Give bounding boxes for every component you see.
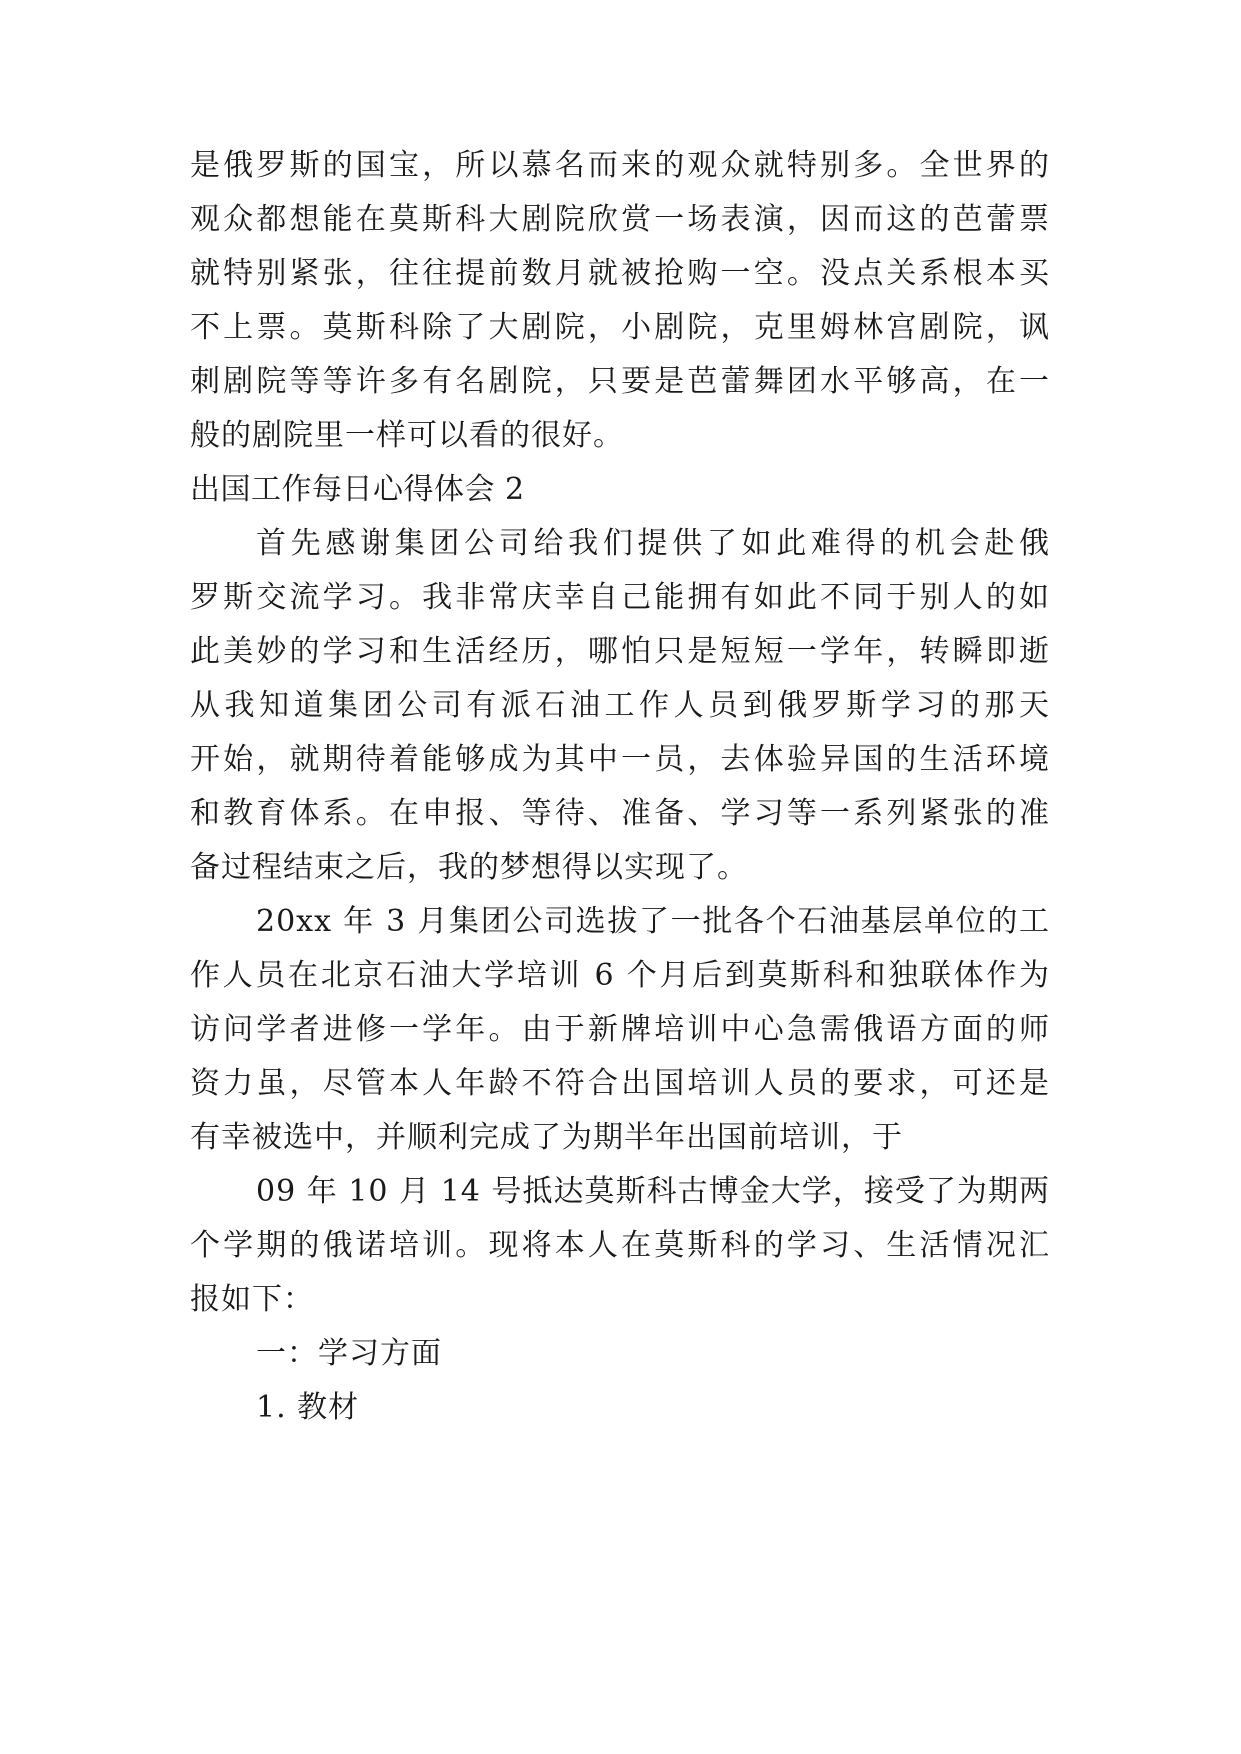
body-text-line: 此美妙的学习和生活经历，哪怕只是短短一学年，转瞬即逝 (190, 634, 1050, 669)
body-text-line: 个学期的俄诺培训。现将本人在莫斯科的学习、生活情况汇 (190, 1228, 1050, 1263)
body-text-line: 备过程结束之后，我的梦想得以实现了。 (190, 850, 748, 885)
body-text-line: 般的剧院里一样可以看的很好。 (190, 418, 624, 453)
body-text-line: 09 年 10 月 14 号抵达莫斯科古博金大学，接受了为期两 (256, 1174, 1050, 1209)
list-item-heading: 1. 教材 (256, 1390, 360, 1425)
body-text-line: 不上票。莫斯科除了大剧院，小剧院，克里姆林宫剧院，讽 (190, 310, 1050, 345)
body-text-line: 首先感谢集团公司给我们提供了如此难得的机会赴俄 (256, 526, 1050, 561)
body-text-line: 就特别紧张，往往提前数月就被抢购一空。没点关系根本买 (190, 256, 1050, 291)
body-text-line: 20xx 年 3 月集团公司选拔了一批各个石油基层单位的工 (256, 904, 1050, 939)
body-text-line: 资力虽，尽管本人年龄不符合出国培训人员的要求，可还是 (190, 1066, 1050, 1101)
body-text-line: 有幸被选中，并顺利完成了为期半年出国前培训，于 (190, 1120, 903, 1155)
body-text-line: 作人员在北京石油大学培训 6 个月后到莫斯科和独联体作为 (190, 958, 1050, 993)
section-heading: 出国工作每日心得体会 2 (190, 472, 525, 507)
body-text-line: 观众都想能在莫斯科大剧院欣赏一场表演，因而这的芭蕾票 (190, 202, 1050, 237)
body-text-line: 报如下： (190, 1282, 314, 1317)
body-text-line: 和教育体系。在申报、等待、准备、学习等一系列紧张的准 (190, 796, 1050, 831)
body-text-line: 从我知道集团公司有派石油工作人员到俄罗斯学习的那天 (190, 688, 1050, 723)
body-text-line: 刺剧院等等许多有名剧院，只要是芭蕾舞团水平够高，在一 (190, 364, 1050, 399)
body-text-line: 罗斯交流学习。我非常庆幸自己能拥有如此不同于别人的如 (190, 580, 1050, 615)
body-text-line: 开始，就期待着能够成为其中一员，去体验异国的生活环境 (190, 742, 1050, 777)
subsection-heading: 一：学习方面 (256, 1336, 442, 1371)
body-text-line: 是俄罗斯的国宝，所以慕名而来的观众就特别多。全世界的 (190, 148, 1050, 183)
body-text-line: 访问学者进修一学年。由于新牌培训中心急需俄语方面的师 (190, 1012, 1050, 1047)
